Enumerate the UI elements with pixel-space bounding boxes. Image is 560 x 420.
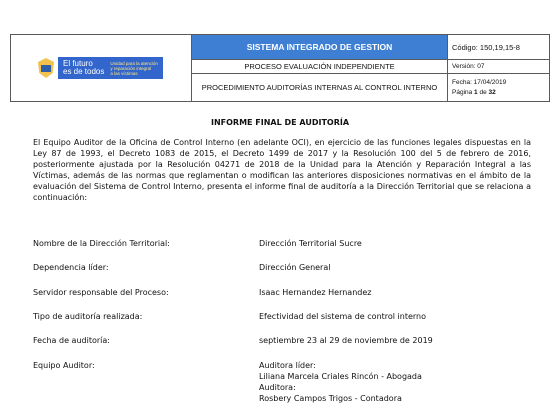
logo-main-line2: es de todos	[63, 67, 105, 76]
audit-date-label: Fecha de auditoría:	[33, 336, 110, 345]
audit-type-value: Efectividad del sistema de control interno	[259, 312, 427, 321]
auditor-name: Rosbery Campos Trigos - Contadora	[259, 394, 402, 403]
document-version: Versión: 07	[448, 60, 550, 74]
report-title: INFORME FINAL DE AUDITORÍA	[210, 118, 350, 127]
logo-side-line2: y reparación integral	[110, 65, 152, 71]
page-number: 1	[474, 88, 478, 96]
lead-unit-label: Dependencia líder:	[33, 263, 109, 272]
logo-side-line1: Unidad para la atención	[110, 60, 158, 66]
audit-team-label: Equipo Auditor:	[33, 361, 95, 370]
system-title: SISTEMA INTEGRADO DE GESTION	[192, 35, 448, 60]
page-total: 32	[488, 88, 496, 96]
colombia-coat-of-arms-icon	[38, 58, 54, 78]
auditor-role: Auditora:	[259, 383, 296, 392]
logo	[11, 35, 191, 101]
process-name: PROCESO EVALUACIÓN INDEPENDIENTE	[192, 60, 448, 74]
responsible-value: Isaac Hernandez Hernandez	[259, 288, 372, 297]
logo-badge	[58, 57, 163, 79]
audit-type-label: Tipo de auditoría realizada:	[33, 312, 143, 321]
audit-date-value: septiembre 23 al 29 de noviembre de 2019	[259, 336, 433, 345]
lead-unit-value: Dirección General	[259, 263, 331, 272]
lead-auditor-name: Liliana Marcela Criales Rincón - Abogada	[259, 372, 422, 381]
logo-main-line1: El futuro	[63, 59, 93, 68]
responsible-label: Servidor responsable del Proceso:	[33, 288, 169, 297]
intro-paragraph: El Equipo Auditor de la Oficina de Control Interno (en adelante OCI), en ejercicio de las funciones legales dispuestas en la Ley 87 de 1993, el Decreto 1083 de 2015, el Decreto 1499 de 2017 y la Resolución 100 del 5 de febrero de 2016, posteriormente ajustada por la Resolución 04271 de 2018 de la Unidad para la Atención y Reparación Integral a las Víctimas, además de las normas que reglamentan o modifican las anteriores disposiciones normativas en el ámbito de la evaluación del Sistema de Control Interno, presenta el informe final de auditoría a la Dirección Territorial que se relaciona a continuación:	[33, 138, 531, 203]
document-date: Fecha: 17/04/2019	[452, 78, 507, 86]
document-header	[10, 34, 550, 102]
territorial-value: Dirección Territorial Sucre	[259, 239, 362, 248]
logo-side-line3: a las víctimas	[110, 70, 138, 76]
logo-cell	[11, 35, 192, 102]
lead-auditor-role: Auditora líder:	[259, 361, 316, 370]
procedure-name: PROCEDIMIENTO AUDITORÍAS INTERNAS AL CONTROL INTERNO	[192, 74, 448, 102]
document-code: Código: 150,19,15-8	[448, 35, 550, 60]
page-counter: Página 1 de 32	[452, 88, 496, 96]
territorial-label: Nombre de la Dirección Territorial:	[33, 239, 170, 248]
